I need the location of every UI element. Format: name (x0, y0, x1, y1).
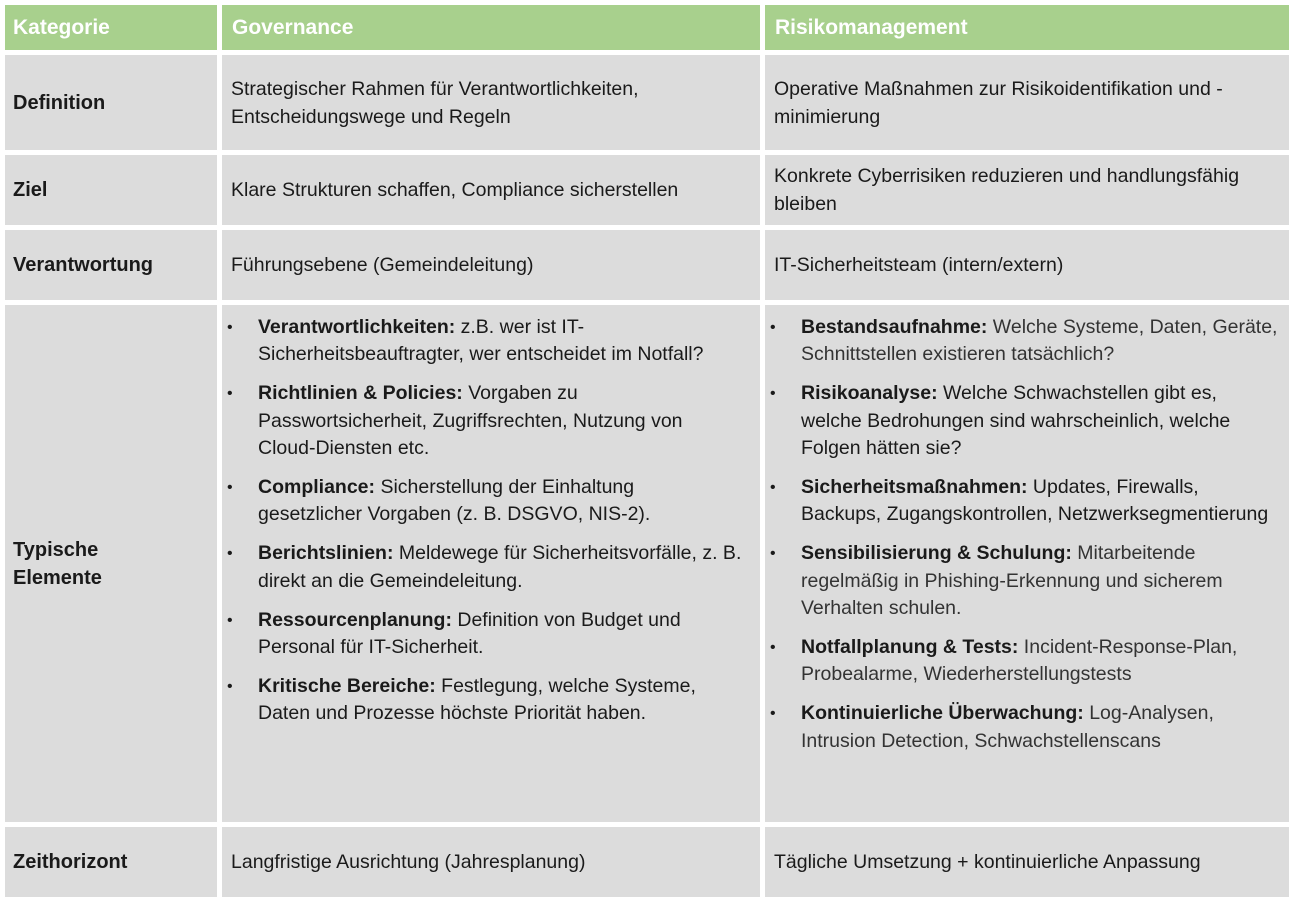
item-term: Notfallplanung & Tests: (801, 636, 1019, 659)
bullet-icon: • (770, 705, 776, 723)
list-item (765, 540, 1281, 622)
cell-verantwortung-governance: Führungsebene (Gemeindeleitung) (222, 230, 760, 300)
list-item (765, 380, 1281, 462)
item-term: Compliance: (258, 476, 376, 499)
governance-element-list (222, 314, 742, 728)
list-item (765, 474, 1281, 528)
item-term: Kritische Bereiche: (258, 675, 436, 698)
bullet-icon: • (770, 319, 776, 336)
row-label-typische-elemente (5, 305, 217, 822)
cell-definition-risk: Operative Maßnahmen zur Risikoidentifikation und -minimierung (765, 55, 1289, 150)
item-text: z.B. wer ist IT-Sicherheitsbeauftragter, wer entscheidet im Notfall? (258, 316, 704, 366)
header-risikomanagement: Risikomanagement (765, 5, 1289, 50)
bullet-icon: • (227, 479, 233, 497)
row-label-ziel: Ziel (5, 155, 217, 225)
item-text: Welche Schwachstellen gibt es, welche Bedrohungen sind wahrscheinlich, welche Folgen hätten sie? (801, 382, 1231, 459)
item-text: Incident-Response-Plan, Probealarme, Wiederherstellungstests (801, 636, 1238, 686)
item-term: Ressourcenplanung: (258, 608, 452, 631)
bullet-icon: • (227, 678, 233, 696)
item-text: Festlegung, welche Systeme, Daten und Prozesse höchste Priorität haben. (258, 675, 696, 725)
list-item (765, 700, 1281, 754)
list-item (222, 380, 742, 462)
list-item (765, 634, 1281, 688)
item-text: Mitarbeitende regelmäßig in Phishing-Erkennung und sicherem Verhalten schulen. (801, 542, 1223, 619)
item-text: Welche Systeme, Daten, Geräte, Schnittstellen existieren tatsächlich? (801, 316, 1278, 366)
cell-elemente-risk (765, 305, 1289, 822)
item-term: Kontinuierliche Überwachung: (801, 702, 1084, 725)
bullet-icon: • (770, 639, 776, 657)
risk-element-list (765, 314, 1281, 755)
header-kategorie: Kategorie (5, 5, 217, 50)
item-term: Verantwortlichkeiten: (258, 316, 456, 338)
item-text: Log-Analysen, Intrusion Detection, Schwachstellenscans (801, 702, 1214, 752)
item-term: Sensibilisierung & Schulung: (801, 542, 1072, 565)
cell-elemente-governance (222, 305, 760, 822)
bullet-icon: • (227, 319, 233, 336)
bullet-icon: • (770, 385, 776, 403)
item-term: Richtlinien & Policies: (258, 382, 463, 405)
bullet-icon: • (227, 385, 233, 403)
item-text: Updates, Firewalls, Backups, Zugangskontrollen, Netzwerksegmentierung (801, 476, 1269, 526)
cell-zeithorizont-risk: Tägliche Umsetzung + kontinuierliche Anpassung (765, 827, 1289, 897)
cell-verantwortung-risk: IT-Sicherheitsteam (intern/extern) (765, 230, 1289, 300)
item-text: Definition von Budget und Personal für IT-Sicherheit. (258, 608, 681, 659)
item-term: Bestandsaufnahme: (801, 316, 988, 338)
bullet-icon: • (227, 611, 233, 629)
list-item (222, 673, 742, 727)
item-term: Risikoanalyse: (801, 382, 938, 405)
list-item (765, 314, 1281, 368)
cell-ziel-risk: Konkrete Cyberrisiken reduzieren und handlungsfähig bleiben (765, 155, 1289, 225)
header-governance: Governance (222, 5, 760, 50)
item-text: Sicherstellung der Einhaltung gesetzlicher Vorgaben (z. B. DSGVO, NIS-2). (258, 476, 651, 526)
bullet-icon: • (770, 545, 776, 563)
list-item (222, 540, 742, 594)
list-item (222, 474, 742, 528)
item-text: Meldewege für Sicherheitsvorfälle, z. B. direkt an die Gemeindeleitung. (258, 542, 742, 592)
item-text: Vorgaben zu Passwortsicherheit, Zugriffsrechten, Nutzung von Cloud-Diensten etc. (258, 382, 683, 459)
bullet-icon: • (770, 479, 776, 497)
row-label-verantwortung: Verantwortung (5, 230, 217, 300)
cell-ziel-governance: Klare Strukturen schaffen, Compliance sicherstellen (222, 155, 760, 225)
row-label-definition: Definition (5, 55, 217, 150)
item-term: Berichtslinien: (258, 542, 394, 565)
list-item (222, 314, 742, 368)
item-term: Sicherheitsmaßnahmen: (801, 476, 1028, 499)
row-label-zeithorizont: Zeithorizont (5, 827, 217, 897)
list-item (222, 607, 742, 661)
cell-definition-governance: Strategischer Rahmen für Verantwortlichkeiten, Entscheidungswege und Regeln (222, 55, 760, 150)
cell-zeithorizont-governance: Langfristige Ausrichtung (Jahresplanung) (222, 827, 760, 897)
bullet-icon: • (227, 545, 233, 563)
typische-elemente-label: Typische Elemente (13, 538, 102, 589)
